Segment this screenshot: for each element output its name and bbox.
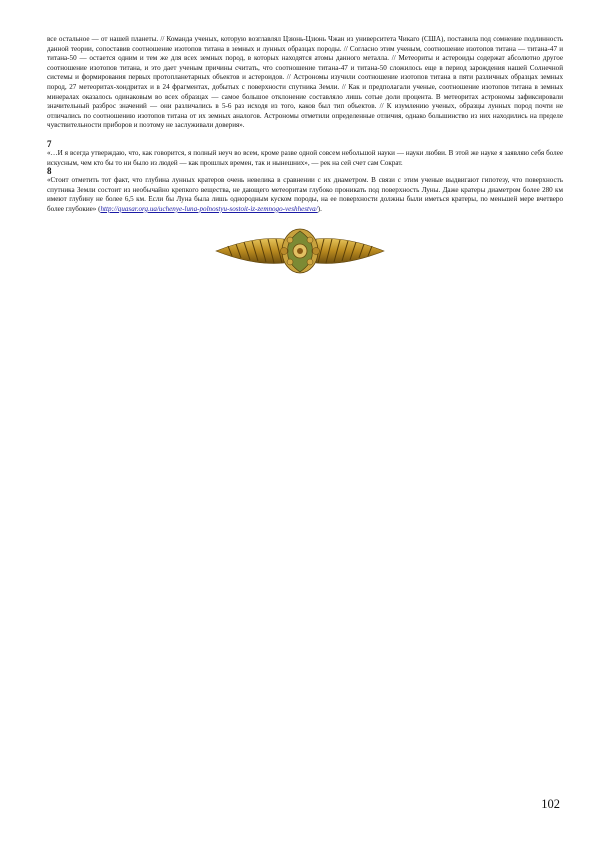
decorative-ornament-divider xyxy=(214,226,386,276)
source-link[interactable]: http://quasar.org.ua/uchenye-luna-polnostyu-sostoit-iz-zemnogo-veshhestva/ xyxy=(100,204,318,213)
footnote-text: «Стоит отметить тот факт, что глубина лунных кратеров очень невелика в сравнении с их диаметром. В связи с этим ученые выдвигают гипотезу, что поверхность спутника Земли состоит из необычайно крепкого вещества, не дающего метеоритам глубоко проникать под поверхность Луны. Даже кратеры диаметром более 280 км имеют глубину не более 6,5 км. Если бы Луна была лишь однородным куском породы, на ее поверхности должны были иметься кратеры, по меньшей мере вчетверо более глубокие» ( xyxy=(47,176,563,213)
footnote-7 xyxy=(47,140,563,168)
footnote-suffix: ). xyxy=(317,204,322,213)
footnote-text-container xyxy=(47,176,563,214)
page-number: 102 xyxy=(541,797,560,811)
footnote-8 xyxy=(47,167,563,214)
body-paragraph: все остальное — от нашей планеты. // Команда ученых, которую возглавлял Цзюнь-Цзюнь Чжан из университета Чикаго (США), поставила под сомнение подлинность данной теории, сопоставив соотношение изотопов титана в земных и лунных образцах породы. // Согласно этим ученым, соотношение изотопов титана — титана-47 и титана-50 — остается одним и тем же для всех земных пород, в которых находятся атомы данного металла. // Метеориты и астероиды содержат абсолютно другое соотношение изотопов титана, и это дает ученым причины считать, что соотношение титана-47 и титана-50 сложилось еще в период зарождения нашей Солнечной системы и формирования первых протопланетарных объектов и астероидов. // Астрономы изучили соотношение изотопов титана в пяти различных образцах земных пород, 27 метеоритах-хондритах и в 24 фрагментах, добытых с поверхности спутника Земли. // Как и предполагали ученые, соотношение изотопов титана в земных минералах оказалось одинаковым во всех образцах — самое большое отклонение составляло лишь сотые доли процента. В метеоритах астрономы зафиксировали значительный разброс значений — они различались в 5-6 раз исходя из того, каков был тип объектов. // К изумлению ученых, образцы лунных пород почти не отличались по соотношению изотопов титана от их земных аналогов. Астрономы отметили определенные отличия, однако большинство из них находились на пределе чувствительности приборов и поэтому не заслуживали доверия». xyxy=(47,35,563,130)
footnote-number: 7 xyxy=(47,139,52,149)
footnote-text: «…И я всегда утверждаю, что, как говорится, я полный неуч во всем, кроме разве одной совсем небольшой науки — науки любви. В этой же науке я заявляю себя более искусным, чем кто бы то ни было из людей — как прошлых времен, так и нынешних», — рек на сей счет сам Сократ. xyxy=(47,149,563,167)
footnote-number: 8 xyxy=(47,166,52,176)
